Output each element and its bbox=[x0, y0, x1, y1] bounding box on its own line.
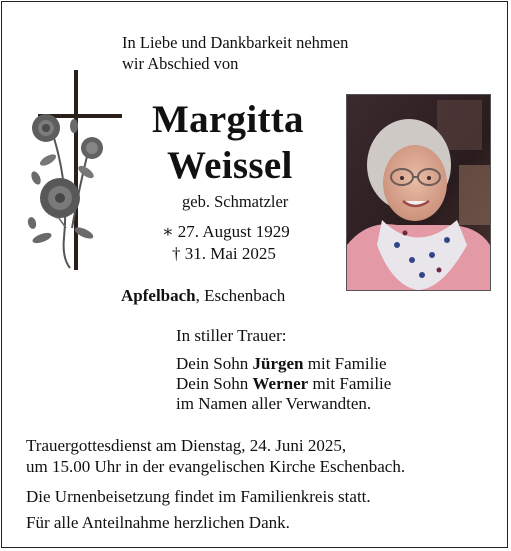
thanks-line: Für alle Anteilnahme herzlichen Dank. bbox=[26, 513, 290, 532]
death-date: † 31. Mai 2025 bbox=[172, 244, 276, 263]
cross-with-roses-icon bbox=[24, 68, 124, 273]
portrait-photo bbox=[346, 94, 491, 291]
mourner-line: im Namen aller Verwandten. bbox=[176, 394, 372, 413]
burial-info: Die Urnenbeisetzung findet im Familienkreis statt. bbox=[26, 487, 371, 506]
service-info-line-2: um 15.00 Uhr in der evangelischen Kirche Eschenbach. bbox=[26, 457, 406, 476]
residence-bold: Apfelbach bbox=[121, 286, 196, 305]
birth-date: ∗ 27. August 1929 bbox=[162, 222, 290, 241]
residence bbox=[121, 286, 285, 306]
mourners-heading: In stiller Trauer: bbox=[176, 326, 287, 345]
intro-line-1: In Liebe und Dankbarkeit nehmen bbox=[122, 33, 349, 52]
intro-line-2: wir Abschied von bbox=[122, 54, 239, 73]
first-name: Margitta bbox=[152, 98, 304, 141]
maiden-name: geb. Schmatzler bbox=[182, 192, 289, 211]
last-name: Weissel bbox=[167, 144, 293, 187]
residence-rest: , Eschenbach bbox=[195, 286, 286, 305]
intro-text bbox=[122, 32, 348, 74]
mourner-name: Werner bbox=[252, 374, 309, 393]
mourner-line: Dein Sohn Jürgen mit Familie bbox=[176, 354, 387, 373]
service-info-line-1: Trauergottesdienst am Dienstag, 24. Juni 2025, bbox=[26, 436, 347, 455]
obituary-card bbox=[1, 1, 508, 548]
mourner-name: Jürgen bbox=[252, 354, 304, 373]
mourner-line: Dein Sohn Werner mit Familie bbox=[176, 374, 392, 393]
